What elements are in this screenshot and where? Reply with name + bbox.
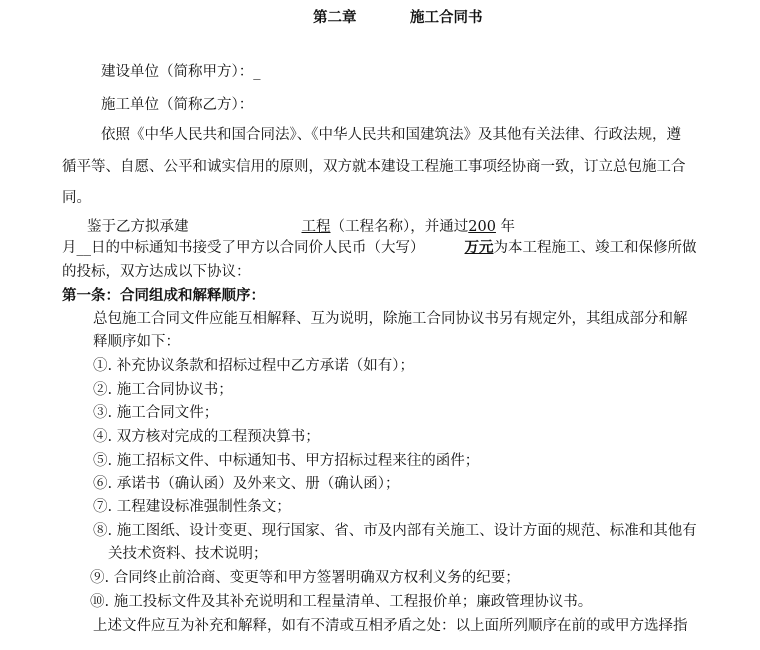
list-item-8-cont: 关技术资料、技术说明； xyxy=(108,546,268,562)
intro-line-1: 依照《中华人民共和国合同法》、《中华人民共和国建筑法》及其他有关法律、行政法规，遵 xyxy=(101,127,681,143)
award-line-1 xyxy=(87,217,515,237)
award-line-3: 的投标，双方达成以下协议： xyxy=(62,264,251,280)
list-item-7: ⑦. 工程建设标准强制性条文； xyxy=(93,499,291,515)
project-word: 工程 xyxy=(301,219,331,235)
document-title: 施工合同书 xyxy=(410,10,483,26)
list-item-3: ③. 施工合同文件； xyxy=(93,405,219,421)
amount-unit: 万元 xyxy=(464,240,494,256)
party-b-line: 施工单位（简称乙方）： xyxy=(101,97,254,113)
award-text: 年 xyxy=(500,219,516,235)
list-item-6: ⑥. 承诺书（确认函）及外来文、册（确认函）； xyxy=(93,476,400,492)
party-a-line: 建设单位（简称甲方）：_ xyxy=(101,64,261,80)
list-item-10: ⑩. 施工投标文件及其补充说明和工程量清单、工程报价单；廉政管理协议书。 xyxy=(90,594,593,610)
chapter-number: 第二章 xyxy=(313,10,357,26)
list-item-9: ⑨. 合同终止前洽商、变更等和甲方签署明确双方权利义务的纪要； xyxy=(90,570,520,586)
award-day-blank: __ xyxy=(76,240,91,256)
award-line-2 xyxy=(62,238,697,258)
award-text: 月 xyxy=(62,240,77,256)
award-text: （工程名称），并通过 xyxy=(330,219,469,235)
list-item-4: ④. 双方核对完成的工程预决算书； xyxy=(93,429,320,445)
article-1-desc-2: 释顺序如下： xyxy=(93,334,180,350)
list-item-1: ①. 补充协议条款和招标过程中乙方承诺（如有）； xyxy=(93,358,414,374)
article-1-closing: 上述文件应互为补充和解释，如有不清或互相矛盾之处：以上面所列顺序在前的或甲方选择指 xyxy=(93,618,688,634)
list-item-8: ⑧. 施工图纸、设计变更、现行国家、省、市及内部有关施工、设计方面的规范、标准和其他有 xyxy=(93,523,697,539)
article-1-heading: 第一条：合同组成和解释顺序： xyxy=(62,288,265,304)
award-text: 日的中标通知书接受了甲方以合同价人民币（大写） xyxy=(91,240,425,256)
award-year: 200 xyxy=(468,219,496,235)
award-text: 鉴于乙方拟承建 xyxy=(87,219,189,235)
list-item-2: ②. 施工合同协议书； xyxy=(93,382,233,398)
intro-line-3: 同。 xyxy=(62,190,91,206)
article-1-desc-1: 总包施工合同文件应能互相解释、互为说明，除施工合同协议书另有规定外，其组成部分和解 xyxy=(93,311,688,327)
award-text: 为本工程施工、竣工和保修所做 xyxy=(493,240,697,256)
intro-line-2: 循平等、自愿、公平和诚实信用的原则，双方就本建设工程施工事项经协商一致，订立总包施工合 xyxy=(62,159,686,175)
list-item-5: ⑤. 施工招标文件、中标通知书、甲方招标过程来往的函件； xyxy=(93,453,480,469)
